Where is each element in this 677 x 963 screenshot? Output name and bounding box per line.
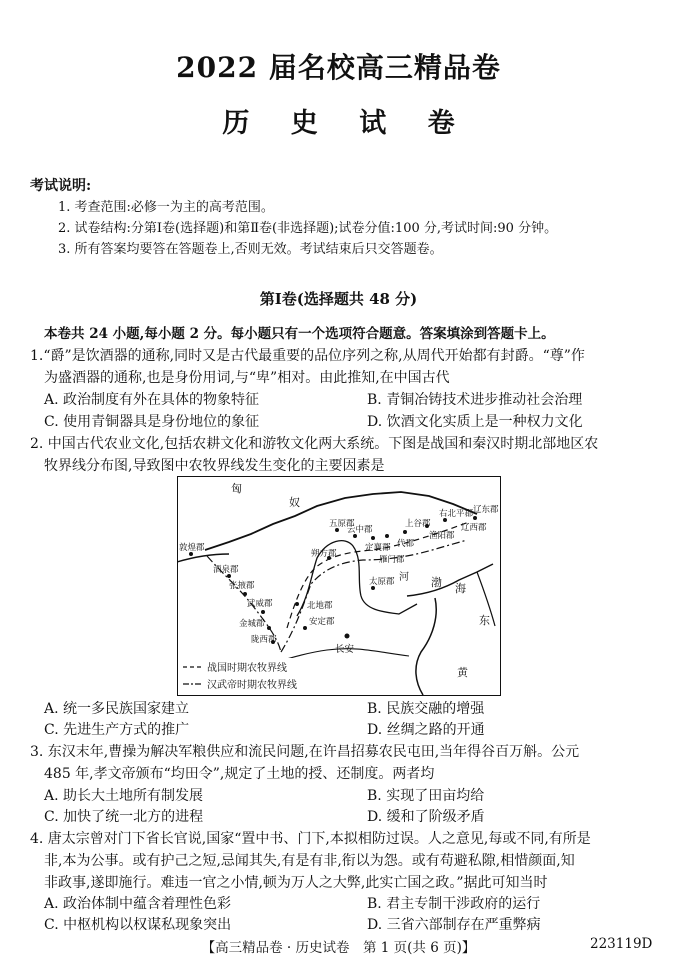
section-note: 本卷共 24 小题,每小题 2 分。每小题只有一个选项符合题意。答案填涂到答题卡上。 <box>44 326 555 342</box>
map-label: 酒泉郡 <box>213 565 239 575</box>
map-label: 长安 <box>335 644 355 655</box>
q3-option-d: D. 缓和了阶级矛盾 <box>367 809 485 825</box>
q4-option-b: B. 君主专制干涉政府的运行 <box>367 896 541 912</box>
instruction-item: 1. 考查范围:必修一为主的高考范围。 <box>58 200 274 215</box>
map-label: 太原郡 <box>369 577 395 587</box>
q1-option-b: B. 青铜冶铸技术进步推动社会治理 <box>367 392 583 408</box>
page-footer: 【高三精品卷 · 历史试卷 第 1 页(共 6 页)】 <box>201 940 476 956</box>
q3-option-c: C. 加快了统一北方的进程 <box>44 809 204 825</box>
map-label: 武威郡 <box>247 599 273 609</box>
q1-option-c: C. 使用青铜器具是身份地位的象征 <box>44 414 260 430</box>
map-label: 渤 <box>431 576 442 589</box>
q1-option-d: D. 饮酒文化实质上是一种权力文化 <box>367 414 583 430</box>
map-label: 东 <box>479 614 490 627</box>
question-3-line: 3. 东汉末年,曹操为解决军粮供应和流民问题,在许昌招募农民屯田,当年得谷百万斛。公元 <box>30 744 580 760</box>
map-label: 匈 <box>231 482 242 495</box>
question-2-line: 牧界线分布图,导致图中农牧界线发生变化的主要因素是 <box>44 458 385 474</box>
map-label: 辽西郡 <box>461 523 487 533</box>
map-label: 海 <box>455 582 466 595</box>
exam-subtitle: 历 史 试 卷 <box>222 108 471 139</box>
q2-option-a: A. 统一多民族国家建立 <box>44 701 190 717</box>
map-label: 安定郡 <box>309 617 335 627</box>
map-label: 云中郡 <box>347 525 373 535</box>
instruction-item: 3. 所有答案均要答在答题卷上,否则无效。考试结束后只交答题卷。 <box>58 242 443 257</box>
map-figure <box>177 476 501 696</box>
map-label: 辽东郡 <box>473 505 499 515</box>
legend-label-han: 汉武帝时期农牧界线 <box>207 680 297 691</box>
map-label: 朔方郡 <box>311 549 337 559</box>
map-label: 敦煌郡 <box>179 543 205 553</box>
question-4-line: 非政事,遂即施行。难违一官之小情,顿为万人之大弊,此实亡国之政。”据此可知当时 <box>44 875 548 891</box>
q1-option-a: A. 政治制度有外在具体的物象特征 <box>44 392 260 408</box>
question-2-line: 2. 中国古代农业文化,包括农耕文化和游牧文化两大系统。下图是战国和秦汉时期北部地区农 <box>30 436 599 452</box>
exam-title: 2022 届名校高三精品卷 <box>176 51 501 84</box>
question-1-line: 1.“爵”是饮酒器的通称,同时又是古代最重要的品位序列之称,从周代开始都有封爵。“尊”作 <box>30 348 585 364</box>
question-4-line: 4. 唐太宗曾对门下省长官说,国家“置中书、门下,本拟相防过误。人之意见,每或不同,有所是 <box>30 831 591 847</box>
q3-option-a: A. 助长大土地所有制发展 <box>44 788 204 804</box>
map-label: 陇西郡 <box>251 635 277 645</box>
map-label: 代郡 <box>397 539 415 549</box>
q4-option-a: A. 政治体制中蕴含着理性色彩 <box>44 896 232 912</box>
map-label: 张掖郡 <box>229 581 255 591</box>
map-label: 河 <box>399 572 409 583</box>
q2-option-b: B. 民族交融的增强 <box>367 701 485 717</box>
map-label: 雁门郡 <box>379 555 405 565</box>
question-4-line: 非,本为公事。或有护己之短,忌闻其失,有是有非,衔以为怨。或有苟避私隙,相惜颜面,知 <box>44 853 575 869</box>
q2-option-d: D. 丝绸之路的开通 <box>367 722 485 738</box>
map-label: 北地郡 <box>307 601 333 611</box>
q3-option-b: B. 实现了田亩均给 <box>367 788 485 804</box>
map-label: 右北平郡 <box>439 509 474 519</box>
map-label: 渔阳郡 <box>429 531 455 541</box>
section-title: 第Ⅰ卷(选择题共 48 分) <box>259 290 418 308</box>
map-label: 五原郡 <box>329 519 355 529</box>
q4-option-c: C. 中枢机构以权谋私现象突出 <box>44 917 232 933</box>
legend-label-warring-states: 战国时期农牧界线 <box>207 663 287 674</box>
question-3-line: 485 年,孝文帝颁布“均田令”,规定了土地的授、还制度。两者均 <box>44 766 435 782</box>
map-label: 金城郡 <box>239 619 265 629</box>
map-label: 定襄郡 <box>365 543 391 553</box>
map-label: 奴 <box>289 496 300 509</box>
map-legend <box>179 658 329 694</box>
paper-code: 223119D <box>590 936 653 952</box>
instruction-item: 2. 试卷结构:分第Ⅰ卷(选择题)和第Ⅱ卷(非选择题);试卷分值:100 分,考试时间:90 分钟。 <box>58 221 558 236</box>
q4-option-d: D. 三省六部制存在严重弊病 <box>367 917 541 933</box>
q2-option-c: C. 先进生产方式的推广 <box>44 722 190 738</box>
map-label: 上谷郡 <box>405 519 431 529</box>
question-1-line: 为盛酒器的通称,也是身份用词,与“卑”相对。由此推知,在中国古代 <box>44 370 450 386</box>
instructions-heading: 考试说明: <box>30 178 92 194</box>
map-label: 黄 <box>457 666 468 679</box>
